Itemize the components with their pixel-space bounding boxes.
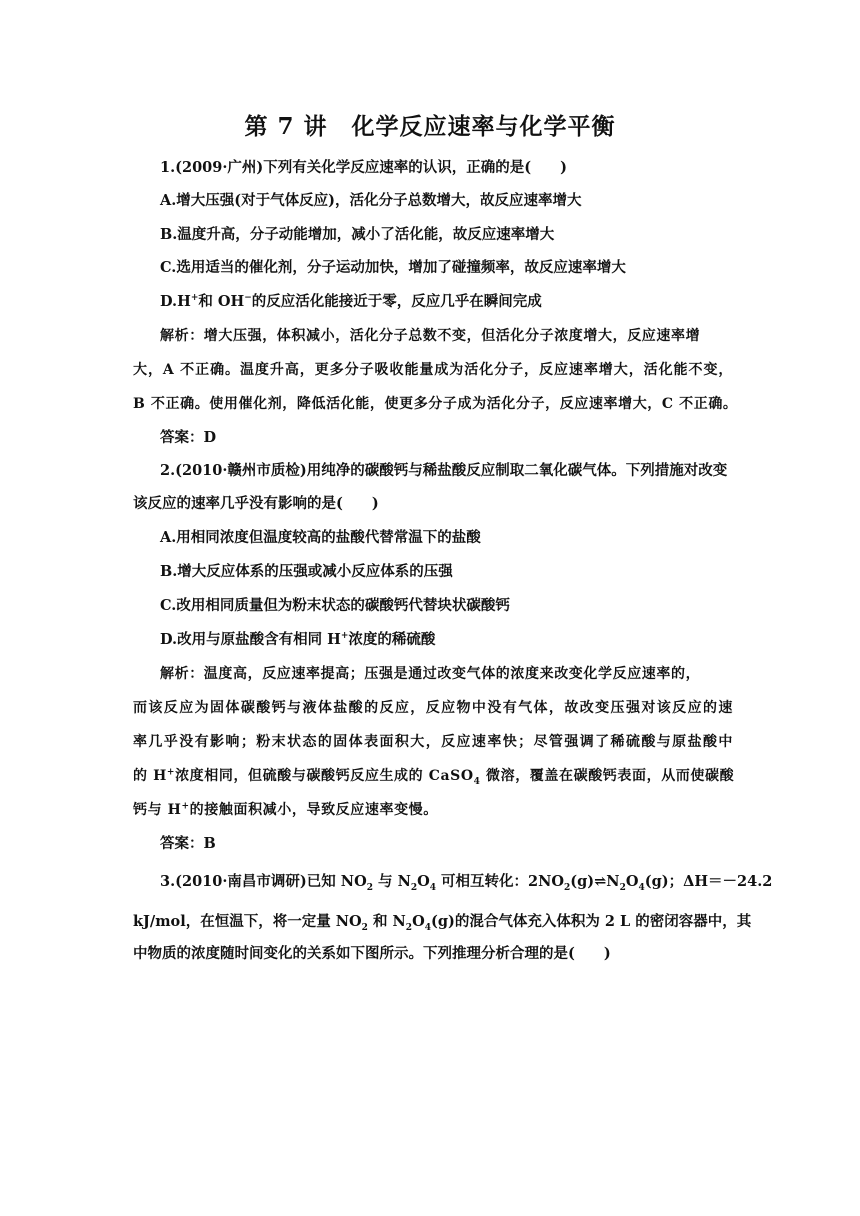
text-span: (g)的混合气体充入体积为 2 L 的密闭容器中，其 — [430, 913, 752, 930]
q1-option-d-text: 和 OH — [198, 293, 245, 310]
text-span: 3.(2010·南昌市调研)已知 NO — [160, 873, 367, 890]
q1-option-d — [160, 292, 542, 312]
text-span: kJ/mol，在恒温下，将一定量 NO — [133, 913, 362, 930]
q2-explanation-line: 解析：温度高，反应速率提高；压强是通过改变气体的浓度来改变化学反应速率的， — [160, 666, 701, 682]
text-span: 与 N — [372, 873, 411, 890]
subscript: 2 — [405, 922, 413, 933]
q2-option-a: A.用相同浓度但温度较高的盐酸代替常温下的盐酸 — [160, 529, 481, 546]
text-span: 浓度相同，但硫酸与碳酸钙反应生成的 CaSO — [175, 768, 474, 784]
superscript: + — [181, 801, 190, 812]
q1-answer: 答案：D — [160, 429, 217, 446]
q1-option-c: C.选用适当的催化剂，分子运动加快，增加了碰撞频率，故反应速率增大 — [160, 259, 626, 276]
superscript: + — [340, 631, 349, 642]
text-span: 的 H — [133, 768, 167, 784]
text-span: 钙与 H — [133, 802, 182, 818]
text-span: O — [412, 913, 425, 930]
q1-explanation-line: B 不正确。使用催化剂，降低活化能，使更多分子成为活化分子，反应速率增大，C 不正确。 — [133, 396, 738, 412]
q2-explanation-line — [133, 766, 733, 786]
q2-option-d-text: 浓度的稀硫酸 — [348, 631, 436, 648]
q2-option-c: C.改用相同质量但为粉末状态的碳酸钙代替块状碳酸钙 — [160, 597, 510, 614]
subscript: 4 — [638, 882, 645, 893]
text-span: O — [417, 873, 430, 890]
superscript: − — [244, 293, 252, 304]
subscript: 2 — [361, 922, 368, 933]
subscript: 2 — [564, 882, 571, 893]
q1-explanation-line: 大，A 不正确。温度升高，更多分子吸收能量成为活化分子，反应速率增大，活化能不变， — [133, 362, 733, 378]
subscript: 2 — [410, 882, 418, 893]
subscript: 4 — [429, 882, 436, 893]
text-span: (g)⇌N — [570, 873, 620, 890]
text-span: O — [625, 873, 639, 890]
subscript: 2 — [366, 882, 373, 893]
text-span: 的接触面积减小，导致反应速率变慢。 — [189, 802, 438, 818]
q2-explanation-line: 率几乎没有影响；粉末状态的固体表面积大，反应速率快；尽管强调了稀硫酸与原盐酸中 — [133, 734, 733, 750]
superscript: + — [166, 767, 176, 778]
q1-option-d-text: D.H — [160, 293, 191, 310]
q1-option-d-text: 的反应活化能接近于零，反应几乎在瞬间完成 — [251, 293, 542, 310]
text-span: 微溶，覆盖在碳酸钙表面，从而使碳酸 — [480, 768, 735, 784]
text-span: 和 N — [367, 913, 406, 930]
page-title: 第 7 讲 化学反应速率与化学平衡 — [244, 113, 616, 140]
q1-stem: 1.(2009·广州)下列有关化学反应速率的认识，正确的是( ) — [160, 159, 567, 176]
subscript: 4 — [424, 922, 431, 933]
q3-stem-line — [160, 872, 773, 893]
q2-stem-line: 2.(2010·赣州市质检)用纯净的碳酸钙与稀盐酸反应制取二氧化碳气体。下列措施对改变 — [160, 462, 728, 479]
q1-explanation-line: 解析：增大压强，体积减小，活化分子总数不变，但活化分子浓度增大，反应速率增 — [160, 328, 701, 344]
text-span: 可相互转化：2NO — [436, 873, 565, 890]
subscript: 4 — [473, 776, 481, 787]
q3-stem-line — [133, 912, 752, 933]
q2-option-d — [160, 630, 435, 650]
q2-stem-line: 该反应的速率几乎没有影响的是( ) — [133, 495, 379, 512]
q1-option-b: B.温度升高，分子动能增加，减小了活化能，故反应速率增大 — [160, 226, 555, 243]
q3-stem-line: 中物质的浓度随时间变化的关系如下图所示。下列推理分析合理的是( ) — [133, 945, 611, 962]
q2-answer: 答案：B — [160, 835, 216, 852]
superscript: + — [190, 293, 199, 304]
q1-option-a: A.增大压强(对于气体反应)，活化分子总数增大，故反应速率增大 — [160, 192, 582, 209]
subscript: 2 — [619, 882, 626, 893]
q2-option-b: B.增大反应体系的压强或减小反应体系的压强 — [160, 563, 453, 580]
q2-explanation-line: 而该反应为固体碳酸钙与液体盐酸的反应，反应物中没有气体，故改变压强对该反应的速 — [133, 700, 733, 716]
q2-explanation-line — [133, 800, 438, 820]
q2-option-d-text: D.改用与原盐酸含有相同 H — [160, 631, 341, 648]
text-span: (g)；ΔH＝－24.2 — [644, 873, 773, 890]
